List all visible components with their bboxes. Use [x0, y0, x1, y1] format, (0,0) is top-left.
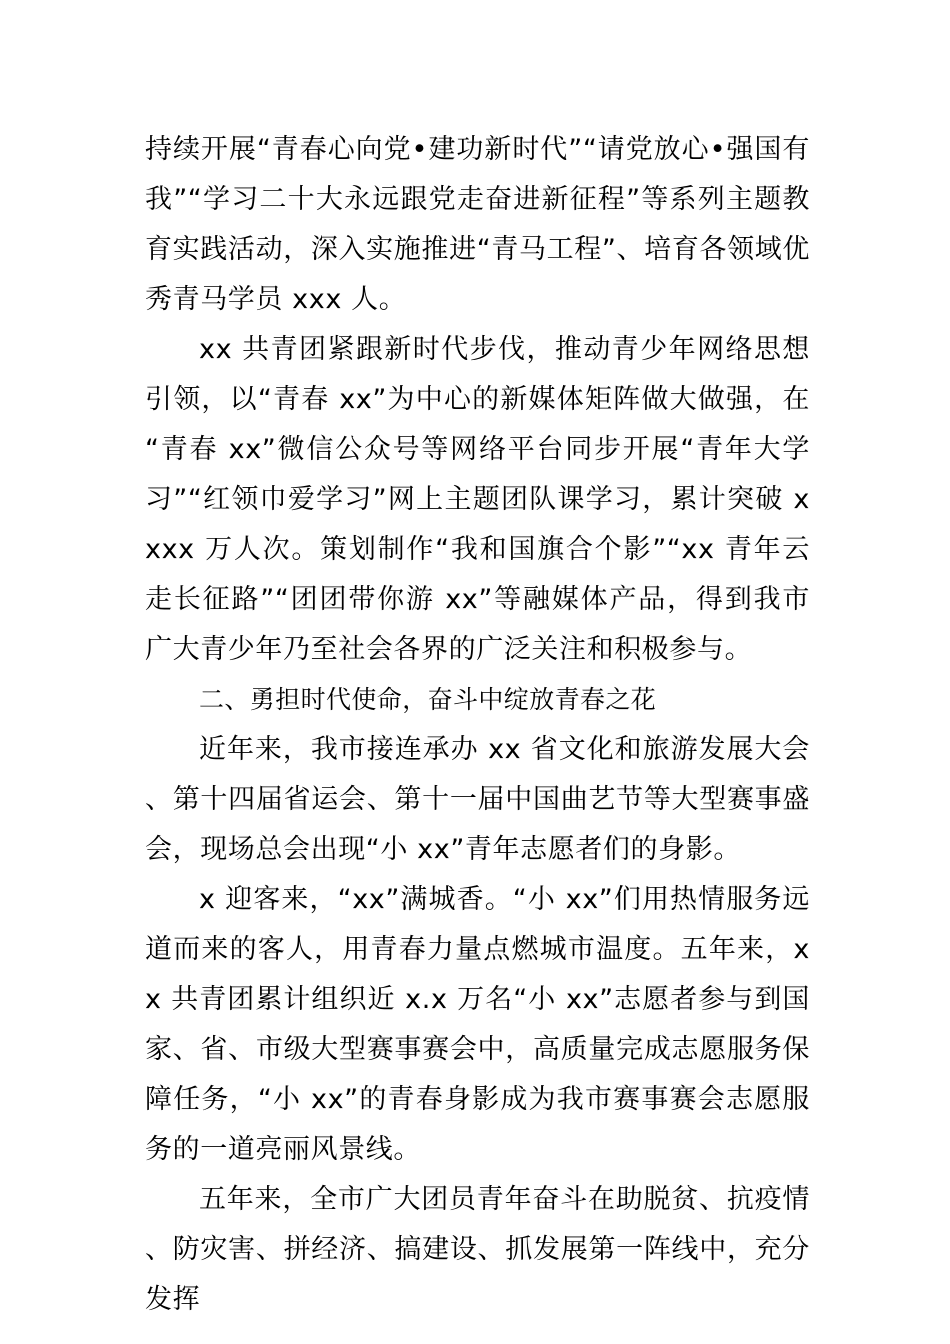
paragraph-4: x 迎客来，“xx”满城香。“小 xx”们用热情服务远道而来的客人，用青春力量点燃城市温度。五年来，xx 共青团累计组织近 x.x 万名“小 xx”志愿者参与到国家、省、市级大型赛事赛会中，高质量完成志愿服务保障任务，“小 xx”的青春身影成为我市赛事赛会志愿服务的一道亮丽风景线。	[145, 884, 810, 1165]
paragraph-5: 五年来，全市广大团员青年奋斗在助脱贫、抗疫情、防灾害、拼经济、搞建设、抓发展第一阵线中，充分发挥	[145, 1184, 810, 1315]
section-heading: 二、勇担时代使命，奋斗中绽放青春之花	[199, 685, 657, 714]
paragraph-3: 近年来，我市接连承办 xx 省文化和旅游发展大会、第十四届省运会、第十一届中国曲艺节等大型赛事盛会，现场总会出现“小 xx”青年志愿者们的身影。	[145, 734, 810, 865]
document-body	[145, 125, 810, 1325]
paragraph-1: 持续开展“青春心向党•建功新时代”“请党放心•强国有我”“学习二十大永远跟党走奋进新征程”等系列主题教育实践活动，深入实施推进“青马工程”、培育各领域优秀青马学员 xxx 人。	[145, 134, 810, 315]
paragraph-2: xx 共青团紧跟新时代步伐，推动青少年网络思想引领，以“青春 xx”为中心的新媒体矩阵做大做强，在“青春 xx”微信公众号等网络平台同步开展“青年大学习”“红领巾爱学习”网上主题团队课学习，累计突破 xxxx 万人次。策划制作“我和国旗合个影”“xx 青年云走长征路”“团团带你游 xx”等融媒体产品，得到我市广大青少年乃至社会各界的广泛关注和积极参与。	[145, 334, 810, 665]
